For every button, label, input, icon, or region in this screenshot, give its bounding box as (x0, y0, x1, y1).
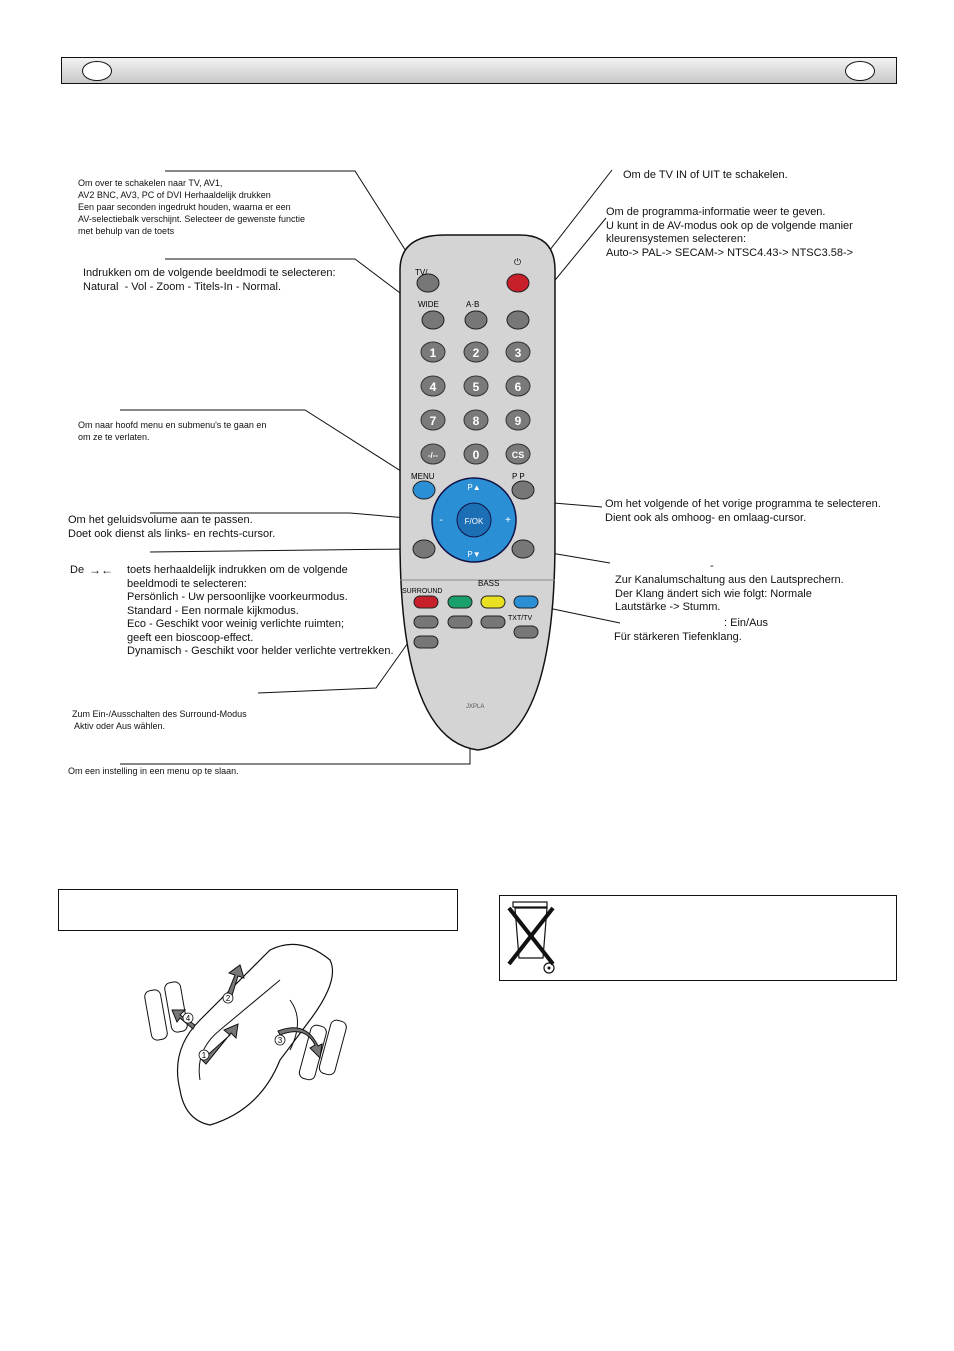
mute-button (512, 540, 534, 558)
volume-annotation: Om het geluidsvolume aan te passen. Doet ook dienst als links- en rechts-cursor. (68, 514, 276, 540)
wide-button (422, 311, 444, 329)
picture-mode-icon: →← (89, 563, 113, 577)
vol-plus-label: + (505, 515, 511, 526)
mute-annotation-dash: - (710, 560, 714, 572)
ab-label: A·B (466, 300, 480, 309)
key-8: 8 (472, 414, 480, 428)
key-7: 7 (429, 414, 437, 428)
row2-button-1 (414, 616, 438, 628)
key-dash: -/-- (427, 451, 439, 460)
store-annotation: Om een instelling in een menu op te slaan. (68, 766, 239, 776)
blue-button (514, 596, 538, 608)
key-6: 6 (514, 380, 522, 394)
vol-minus-label: - (439, 515, 443, 526)
mute-annotation: Zur Kanalumschaltung aus den Lautsprechern. Der Klang ändert sich wie folgt: Normale Lautstärke -> Stumm. (615, 574, 844, 613)
key-3: 3 (514, 346, 522, 360)
power-annotation: Om de TV IN of UIT te schakelen. (623, 169, 788, 181)
battery-right (298, 1019, 348, 1081)
power-button (507, 274, 529, 292)
picture-annotation-line1: toets herhaaldelijk indrukken om de volgende beeldmodi te selecteren: Persönlich - Uw persoonlijke voorkeurmodus. Standard - Een normale kijkmodus. Eco - Geschikt voor weinig verlichte ruimten; geeft een bioscoop-effect. Dynamisch - Geschikt voor helder verlichte vertrekken. (127, 564, 394, 657)
surround-label: SURROUND (402, 588, 443, 595)
battery-illustration (140, 940, 360, 1130)
key-1: 1 (429, 346, 437, 360)
key-4: 4 (429, 380, 437, 394)
key-0: 0 (472, 448, 480, 462)
model-label: JXPLA (466, 704, 485, 710)
picture-button (413, 540, 435, 558)
crossed-bin-icon (505, 898, 567, 978)
yellow-button (481, 596, 505, 608)
pp-label: P P (512, 472, 525, 481)
menu-annotation: Om naar hoofd menu en submenu's te gaan en om ze te verlaten. (78, 420, 267, 442)
key-5: 5 (472, 380, 480, 394)
battery-step-2: 2 (225, 994, 231, 1003)
battery-step-3: 3 (277, 1036, 283, 1045)
wide-annotation: Indrukken om de volgende beeldmodi te selecteren: Natural - Vol - Zoom - Titels-In - Normal. (83, 267, 336, 293)
key-2: 2 (472, 346, 480, 360)
info-button (507, 311, 529, 329)
key-cs: CS (511, 450, 525, 460)
key-9: 9 (514, 414, 522, 428)
bass-onoff: : Ein/Aus (724, 617, 769, 629)
tv-av-label: TV/ (415, 268, 428, 277)
battery-heading-box (58, 889, 458, 931)
p-down-label: P▼ (467, 550, 481, 559)
tv-av-annotation: Om over te schakelen naar TV, AV1, AV2 BNC, AV3, PC of DVI Herhaaldelijk drukken Een paar seconden ingedrukt houden, waarna er een AV-selectiebalk verschijnt. Selecteer de gewenste functie met behulp van de toets (78, 178, 305, 236)
battery-step-1: 1 (201, 1051, 207, 1060)
bass-label: BASS (478, 579, 500, 588)
menu-button (413, 481, 435, 499)
txt-tv-label: TXT/TV (508, 615, 533, 622)
surround-annotation: Zum Ein-/Ausschalten des Surround-Modus Aktiv oder Aus wählen. (72, 709, 247, 731)
pp-button (512, 481, 534, 499)
row2-button-2 (448, 616, 472, 628)
info-annotation: Om de programma-informatie weer te geven. U kunt in de AV-modus ook op de volgende manier kleurensystemen selecteren: Auto-> PAL-> SECAM-> NTSC4.43-> NTSC3.58-> (606, 206, 854, 259)
bass-annotation: Für stärkeren Tiefenklang. (614, 631, 742, 643)
ab-button (465, 311, 487, 329)
power-icon: ⏻ (514, 257, 522, 267)
menu-label: MENU (411, 472, 435, 481)
wide-label: WIDE (418, 300, 439, 309)
row3-button-1 (414, 636, 438, 648)
row2-button-3 (481, 616, 505, 628)
red-button (414, 596, 438, 608)
p-up-label: P▲ (467, 483, 481, 492)
picture-annotation-de: De (70, 564, 85, 576)
fok-label: F/OK (464, 517, 484, 526)
program-annotation: Om het volgende of het vorige programma te selecteren. Dient ook als omhoog- en omlaag-cursor. (605, 498, 881, 524)
txt-tv-button (514, 626, 538, 638)
battery-step-4: 4 (185, 1014, 191, 1023)
green-button (448, 596, 472, 608)
